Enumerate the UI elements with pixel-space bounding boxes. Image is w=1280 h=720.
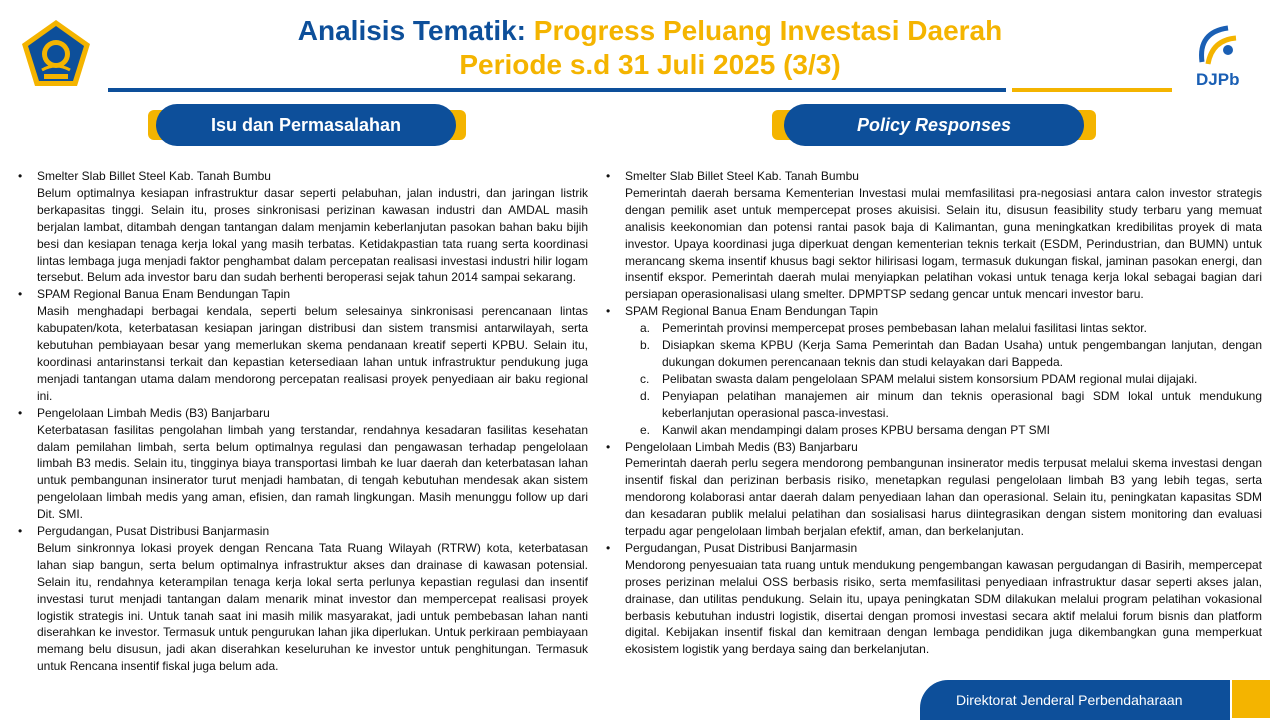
response-title: • Smelter Slab Billet Steel Kab. Tanah Bumbu [606, 168, 1262, 185]
kemenkeu-logo-icon [20, 18, 92, 90]
sub-item-text: Disiapkan skema KPBU (Kerja Sama Pemerintah dan Badan Usaha) untuk pengembangan lanjutan, dengan dukungan dokumen perencanaan teknis dan studi kelayakan dari Bappeda. [662, 338, 1262, 369]
response-sub-item [606, 337, 1262, 371]
title-period: Periode s.d 31 Juli 2025 (3/3) [459, 49, 841, 80]
title-underline-gold [1012, 88, 1172, 92]
issues-heading-label: Isu dan Permasalahan [156, 104, 456, 146]
response-sub-item [606, 388, 1262, 422]
issue-body: Belum sinkronnya lokasi proyek dengan Rencana Tata Ruang Wilayah (RTRW) kota, keterbatasan lahan siap bangun, serta belum optimalnya infrastruktur akses dan drainase di kawasan potensial. Selain itu, rendahnya keterampilan tenaga kerja lokal serta perlunya kepastian regulasi dan insentif investasi turut menjadi tantangan dalam menarik minat investor dan mempercepat realisasi proyek logistik strategis ini. Untuk tanah saat ini masih milik masyarakat, jadi untuk pembebasan lahan nanti diserahkan ke investor. Termasuk untuk pengurukan lahan jika diperlukan. Untuk perkiraan pembiayaan memang belu disusun, jadi akan diserahkan keseluruhan ke investor untuk penghitungan. Termasuk untuk Rencana insentif fiskal juga belum ada. [37, 540, 588, 674]
footer-banner [920, 680, 1230, 720]
sub-item-text: Pemerintah provinsi mempercepat proses pembebasan lahan melalui fasilitasi lintas sektor. [662, 321, 1147, 336]
sub-item-marker: b. [640, 338, 651, 353]
response-title: • Pergudangan, Pusat Distribusi Banjarmasin [606, 540, 1262, 557]
response-body: Pemerintah daerah bersama Kementerian Investasi mulai memfasilitasi pra-negosiasi antara calon investor strategis dengan pemilik aset untuk mempercepat proses akuisisi. Selain itu, disusun feasibility study terbaru yang memuat analisis keekonomian dan potensi rantai pasok baja di Kalimantan, guna meningkatkan kredibilitas proyek di mata investor. Upaya koordinasi juga diperkuat dengan kementerian teknis terkait (ESDM, Perindustrian, dan BUMN) untuk merancang skema insentif khusus bagi sektor hilirisasi logam, termasuk dukungan fiskal, jaminan pasokan energi, dan insentif ekspor. Pemerintah daerah mulai menyiapkan pelatihan vokasi untuk tenaga kerja lokal sebagai bagian dari persiapan operasionalisasi ulang smelter. DPMPTSP sedang gencar untuk mencari investor baru. [625, 185, 1262, 302]
response-sub-item [606, 422, 1262, 439]
page-title [150, 14, 1150, 82]
sub-item-text: Pelibatan swasta dalam pengelolaan SPAM melalui sistem konsorsium PDAM regional mulai dijajaki. [662, 371, 1198, 386]
djpb-logo-icon [1188, 22, 1252, 96]
issue-title: • Pergudangan, Pusat Distribusi Banjarmasin [18, 523, 588, 540]
issue-body: Masih menghadapi berbagai kendala, seperti belum selesainya sinkronisasi perencanaan lintas kabupaten/kota, keterbatasan kesiapan jaringan distribusi dan sistem transmisi antarwilayah, serta kebutuhan pembiayaan besar yang memerlukan skema pendanaan kreatif seperti KPBU. Selain itu, koordinasi antarinstansi terkait dan kepastian ketersediaan lahan untuk infrastruktur pendukung juga menjadi tantangan utama dalam mendorong percepatan realisasi proyek penyediaan air baku regional ini. [37, 304, 588, 403]
title-underline-blue [108, 88, 1006, 92]
sub-item-marker: e. [640, 422, 651, 437]
responses-heading-label: Policy Responses [784, 104, 1084, 146]
brand-name: DJPb [1196, 70, 1240, 89]
response-body: Mendorong penyesuaian tata ruang untuk mendukung pengembangan kawasan pergudangan di Basirih, mempercepat proses perizinan melalui OSS berbasis risiko, serta memfasilitasi penyediaan infrastruktur dasar seperti akses jalan, drainase, dan utilitas pendukung. Selain itu, upaya peningkatan SDM dilakukan melalui program pelatihan vokasional berbasis kebutuhan industri logistik, disertai dengan promosi investasi secara aktif melalui forum bisnis dan platform digital. Kebijakan insentif fiskal dan kemitraan dengan lembaga pendidikan juga dikembangkan guna memperkuat ekosistem logistik yang berdaya saing dan berkelanjutan. [625, 557, 1262, 657]
sub-item-marker: d. [640, 388, 651, 403]
title-main: Progress Peluang Investasi Daerah [533, 15, 1003, 46]
responses-heading [772, 104, 1096, 146]
issue-body: Keterbatasan fasilitas pengolahan limbah yang terstandar, rendahnya kesadaran fasilitas kesehatan dalam pemilahan limbah, serta belum optimalnya regulasi dan pengawasan terhadap pengelolaan limbah B3 medis. Selain itu, tingginya biaya transportasi limbah ke luar daerah dan keterbatasan lahan untuk pembangunan insinerator turut menjadi hambatan, di tengah kebutuhan mendesak akan sistem pengelolaan limbah medis yang aman, efisien, dan ramah lingkungan. Masih menunggu follow up dari Dit. SMI. [37, 422, 588, 522]
response-sub-item [606, 371, 1262, 388]
sub-item-text: Kanwil akan mendampingi dalam proses KPBU bersama dengan PT SMI [662, 422, 1050, 437]
issue-title: • Smelter Slab Billet Steel Kab. Tanah Bumbu [18, 168, 588, 185]
title-prefix: Analisis Tematik: [297, 15, 534, 46]
issue-title: • Pengelolaan Limbah Medis (B3) Banjarbaru [18, 405, 588, 422]
response-title: • Pengelolaan Limbah Medis (B3) Banjarbaru [606, 439, 1262, 456]
sub-item-text: Penyiapan pelatihan manajemen air minum dan teknis operasional bagi SDM lokal untuk mendukung keberlanjutan operasional pasca-investasi. [662, 388, 1262, 420]
footer-label: Direktorat Jenderal Perbendaharaan [956, 692, 1183, 708]
issue-body: Belum optimalnya kesiapan infrastruktur dasar seperti pelabuhan, jalan industri, dan jaringan listrik berkapasitas tinggi. Selain itu, proses sinkronisasi perizinan kawasan industri dan AMDAL masih berjalan lambat, ditambah dengan tantangan dalam menjamin keberlanjutan pasokan bahan baku bijih besi dan kesiapan tenaga kerja lokal yang masih terbatas. Ketidakpastian tata ruang serta koordinasi lintas lembaga juga menjadi faktor penghambat dalam percepatan realisasi investasi industri hilir logam tersebut. Belum ada investor baru dan sudah berhenti beroperasi sejak tahun 2014 sampai sekarang. [37, 185, 588, 285]
response-body: Pemerintah daerah perlu segera mendorong pembangunan insinerator medis terpusat melalui skema investasi dengan insentif fiskal dan perizinan berbasis risiko, menetapkan regulasi pengelolaan limbah B3 yang lebih tegas, serta mendorong kolaborasi antar daerah dalam penyediaan lahan dan operasional. Selain itu, peningkatan kapasitas SDM dan kesadaran publik melalui pelatihan dan sosialisasi harus diintegrasikan dengan sistem monitoring dan evaluasi terpadu agar pengelolaan limbah berjalan efektif, aman, dan berkelanjutan. [625, 456, 1262, 539]
issues-heading [148, 104, 466, 146]
issue-title: • SPAM Regional Banua Enam Bendungan Tapin [18, 286, 588, 303]
response-sub-list [606, 320, 1262, 438]
sub-item-marker: a. [640, 321, 651, 336]
response-sub-item [606, 320, 1262, 337]
footer-accent-block [1232, 680, 1270, 718]
responses-column [606, 168, 1262, 658]
response-title: • SPAM Regional Banua Enam Bendungan Tapin [606, 303, 1262, 320]
sub-item-marker: c. [640, 371, 650, 386]
issues-column [18, 168, 588, 675]
